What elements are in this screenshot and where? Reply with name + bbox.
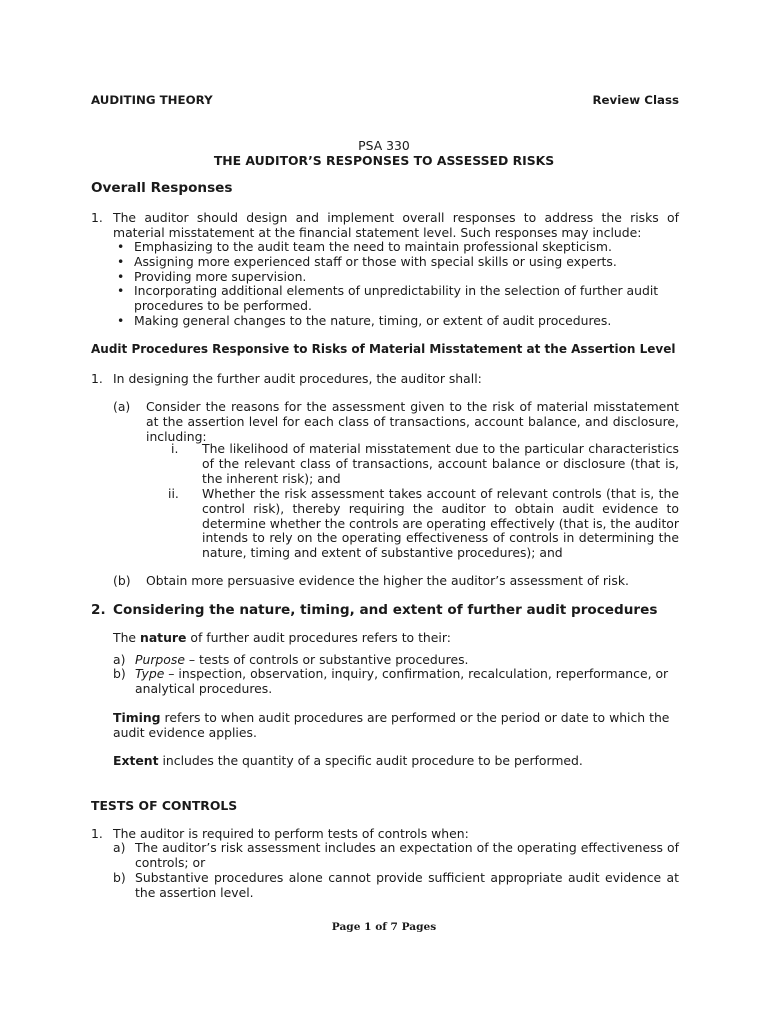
extent-term: Extent <box>113 753 159 768</box>
assertion-item-number: 1. <box>91 371 103 386</box>
assertion-i-text: The likelihood of material misstatement due to the particular characteristics of the relevant class of transactions, account balance or disclosure (that is, the inherent risk); and <box>202 441 679 486</box>
purpose-term: Purpose <box>135 652 185 667</box>
header-course-title: AUDITING THEORY <box>91 93 213 107</box>
nte-item-number: 2. <box>91 602 106 618</box>
nature-pre: The <box>113 630 137 645</box>
standard-code: PSA 330 <box>358 138 410 153</box>
list-item: • Providing more supervision. <box>112 270 679 285</box>
overall-responses-list <box>112 240 679 329</box>
standard-title: THE AUDITOR’S RESPONSES TO ASSESSED RISKS <box>213 153 555 168</box>
overall-item-number: 1. <box>91 210 103 225</box>
list-item: • Incorporating additional elements of unpredictability in the selection of further audit procedures to be performed. <box>112 284 679 314</box>
list-item: • Making general changes to the nature, timing, or extent of audit procedures. <box>112 314 679 329</box>
assertion-a-label: (a) <box>113 399 131 414</box>
extent-description: includes the quantity of a specific audit procedure to be performed. <box>162 753 583 768</box>
list-item: • Assigning more experienced staff or those with special skills or using experts. <box>112 255 679 270</box>
nature-a-label: a) <box>113 652 126 667</box>
toc-b-label: b) <box>113 870 126 885</box>
toc-item-number: 1. <box>91 826 103 841</box>
nature-term: nature <box>140 630 187 645</box>
extent-paragraph <box>113 754 679 769</box>
purpose-description: – tests of controls or substantive procedures. <box>188 652 469 667</box>
nature-sentence <box>113 631 451 646</box>
assertion-item-text: In designing the further audit procedures, the auditor shall: <box>113 371 482 386</box>
timing-description: refers to when audit procedures are performed or the period or date to which the audit evidence applies. <box>113 710 670 740</box>
header-class-label: Review Class <box>592 93 679 107</box>
assertion-heading: Audit Procedures Responsive to Risks of Material Misstatement at the Assertion Level <box>91 342 676 356</box>
assertion-a-text: Consider the reasons for the assessment given to the risk of material misstatement at the assertion level for each class of transactions, account balance, and disclosure, including: <box>146 399 679 444</box>
toc-b-text: Substantive procedures alone cannot provide sufficient appropriate audit evidence at the assertion level. <box>135 870 679 900</box>
type-description: – inspection, observation, inquiry, confirmation, recalculation, reperformance, or analytical procedures. <box>135 666 669 696</box>
page-number: Page 1 of 7 Pages <box>331 921 437 933</box>
assertion-ii-text: Whether the risk assessment takes account of relevant controls (that is, the control risk), thereby requiring the auditor to obtain audit evidence to determine whether the controls are operating effectively (that is, the auditor intends to rely on the operating effectiveness of controls in determining the nature, timing and extent of substantive procedures); and <box>202 486 679 561</box>
nte-heading: Considering the nature, timing, and extent of further audit procedures <box>113 602 658 618</box>
timing-paragraph <box>113 711 679 741</box>
toc-item-text: The auditor is required to perform tests of controls when: <box>113 826 469 841</box>
overall-heading: Overall Responses <box>91 180 233 196</box>
assertion-b-text: Obtain more persuasive evidence the higher the auditor’s assessment of risk. <box>146 573 629 588</box>
assertion-ii-label: ii. <box>168 486 179 501</box>
nature-b-label: b) <box>113 666 126 681</box>
nature-b-text <box>135 667 679 697</box>
overall-item-text: The auditor should design and implement overall responses to address the risks of material misstatement at the financial statement level. Such responses may include: <box>113 210 679 240</box>
assertion-i-label: i. <box>171 441 179 456</box>
assertion-b-label: (b) <box>113 573 131 588</box>
toc-a-text: The auditor’s risk assessment includes an expectation of the operating effectiveness of controls; or <box>135 840 679 870</box>
toc-heading: TESTS OF CONTROLS <box>91 798 238 813</box>
type-term: Type <box>135 666 165 681</box>
toc-a-label: a) <box>113 840 126 855</box>
list-item: • Emphasizing to the audit team the need to maintain professional skepticism. <box>112 240 679 255</box>
timing-term: Timing <box>113 710 161 725</box>
nature-post: of further audit procedures refers to their: <box>190 630 451 645</box>
